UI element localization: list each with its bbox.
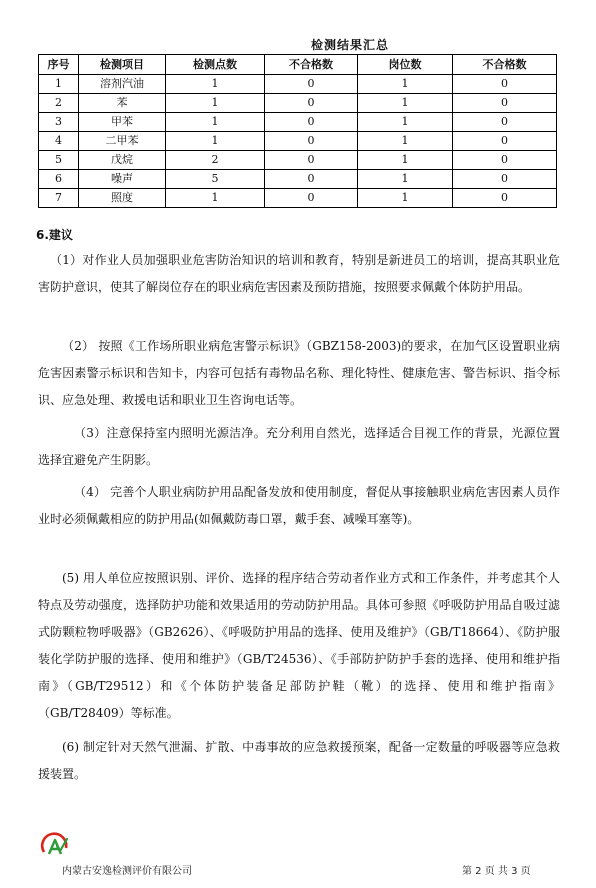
section-title-text: 建议 xyxy=(48,228,73,242)
section-heading xyxy=(36,226,73,243)
table-cell: 4 xyxy=(39,132,79,151)
table-title-text: 检测结果汇总 xyxy=(310,38,389,52)
table-cell: 噪声 xyxy=(79,170,166,189)
header-cell: 不合格数 xyxy=(453,55,557,75)
table-cell: 0 xyxy=(265,132,358,151)
table-cell: 0 xyxy=(453,151,557,170)
table-row xyxy=(39,170,557,189)
table-cell: 1 xyxy=(358,75,453,94)
table-cell: 1 xyxy=(358,189,453,208)
page-number: 第 2 页 共 3 页 xyxy=(462,866,531,877)
table-cell: 1 xyxy=(358,170,453,189)
table-cell: 6 xyxy=(39,170,79,189)
header-cell: 序号 xyxy=(39,55,79,75)
header-cell: 不合格数 xyxy=(265,55,358,75)
table-cell: 0 xyxy=(453,113,557,132)
table-cell: 甲苯 xyxy=(79,113,166,132)
table-cell: 1 xyxy=(166,132,265,151)
recommendation-paragraph: (5) 用人单位应按照识别、评价、选择的程序结合劳动者作业方式和工作条件，并考虑其个人特点及劳动强度，选择防护功能和效果适用的劳动防护用品。具体可参照《呼吸防护用品自吸过滤式防颗粒物呼吸器》（GB2626）、《呼吸防护用品的选择、使用及维护》（GB/T18664）、《防护服装化学防护服的选择、使用和维护》（GB/T24536）、《手部防护防护手套的选择、使用和维护指南》（GB/T29512）和《个体防护装备足部防护鞋（靴）的选择、使用和维护指南》（GB/T28409）等标准。 xyxy=(38,571,560,720)
table-cell: 1 xyxy=(358,151,453,170)
table-cell: 0 xyxy=(453,132,557,151)
table-cell: 0 xyxy=(265,113,358,132)
recommendation-paragraph: （2） 按照《工作场所职业病危害警示标识》（GBZ158-2003)的要求，在加气区设置职业病危害因素警示标识和告知卡，内容可包括有毒物品名称、理化特性、健康危害、警告标识、指令标识、应急处理、救援电话和职业卫生咨询电话等。 xyxy=(38,339,560,407)
table-cell: 1 xyxy=(358,113,453,132)
table-row xyxy=(39,94,557,113)
table-title xyxy=(0,36,596,53)
header-cell: 检测项目 xyxy=(79,55,166,75)
table-cell: 0 xyxy=(265,170,358,189)
header-cell: 检测点数 xyxy=(166,55,265,75)
table-header-row xyxy=(39,55,557,75)
header-cell: 岗位数 xyxy=(358,55,453,75)
table-cell: 苯 xyxy=(79,94,166,113)
table-cell: 2 xyxy=(39,94,79,113)
table-cell: 0 xyxy=(265,189,358,208)
table-row xyxy=(39,189,557,208)
table-row xyxy=(39,132,557,151)
table-cell: 溶剂汽油 xyxy=(79,75,166,94)
table-cell: 1 xyxy=(166,189,265,208)
table-cell: 7 xyxy=(39,189,79,208)
table-cell: 照度 xyxy=(79,189,166,208)
company-logo-icon xyxy=(40,832,70,860)
table-row xyxy=(39,113,557,132)
table-cell: 5 xyxy=(39,151,79,170)
table-cell: 0 xyxy=(265,94,358,113)
table-row xyxy=(39,151,557,170)
section-number: 6. xyxy=(36,228,49,242)
recommendation-paragraph: （3）注意保持室内照明光源洁净。充分利用自然光，选择适合目视工作的背景，光源位置选择宜避免产生阴影。 xyxy=(38,426,560,467)
logo-green-mark xyxy=(49,840,61,854)
table-cell: 5 xyxy=(166,170,265,189)
results-table xyxy=(38,54,557,208)
recommendation-paragraph: (6) 制定针对天然气泄漏、扩散、中毒事故的应急救援预案，配备一定数量的呼吸器等应急救援装置。 xyxy=(38,740,560,781)
table-cell: 2 xyxy=(166,151,265,170)
recommendation-paragraph: （4） 完善个人职业病防护用品配备发放和使用制度，督促从事接触职业病危害因素人员作业时必须佩戴相应的防护用品(如佩戴防毒口罩，戴手套、减噪耳塞等)。 xyxy=(38,485,560,526)
table-cell: 0 xyxy=(453,170,557,189)
table-cell: 3 xyxy=(39,113,79,132)
table-cell: 二甲苯 xyxy=(79,132,166,151)
table-cell: 0 xyxy=(265,75,358,94)
table-cell: 0 xyxy=(453,189,557,208)
table-cell: 1 xyxy=(358,94,453,113)
table-cell: 1 xyxy=(39,75,79,94)
table-cell: 1 xyxy=(166,94,265,113)
recommendation-paragraph: （1）对作业人员加强职业危害防治知识的培训和教育，特别是新进员工的培训，提高其职业危害防护意识，使其了解岗位存在的职业病危害因素及预防措施，按照要求佩戴个体防护用品。 xyxy=(38,253,560,294)
table-cell: 1 xyxy=(166,113,265,132)
table-cell: 0 xyxy=(265,151,358,170)
table-cell: 1 xyxy=(358,132,453,151)
table-cell: 0 xyxy=(453,75,557,94)
company-name: 内蒙古安逸检测评价有限公司 xyxy=(62,866,192,877)
table-cell: 0 xyxy=(453,94,557,113)
table-cell: 1 xyxy=(166,75,265,94)
table-cell: 戊烷 xyxy=(79,151,166,170)
table-row xyxy=(39,75,557,94)
